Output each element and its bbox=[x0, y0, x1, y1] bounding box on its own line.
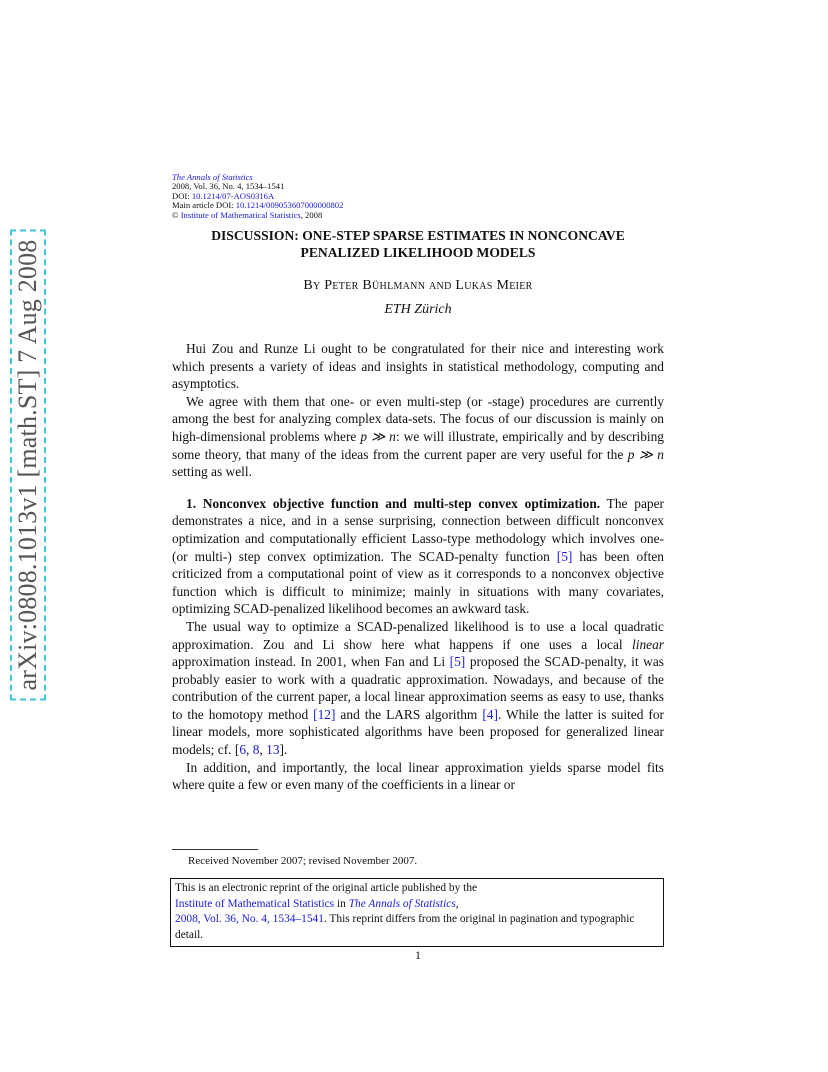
text-span: , bbox=[246, 742, 253, 758]
emphasis-linear: linear bbox=[632, 636, 664, 652]
paragraph-focus bbox=[172, 393, 664, 481]
copyright-line bbox=[172, 211, 343, 220]
citation-12[interactable]: [12] bbox=[313, 706, 336, 722]
text-span: , bbox=[259, 742, 267, 758]
volume-info: 2008, Vol. 36, No. 4, 1534–1541 bbox=[172, 181, 285, 192]
math-p-gg-n: p ≫ n bbox=[627, 446, 665, 462]
text-span: and the LARS algorithm bbox=[335, 706, 483, 722]
section-1-heading: 1. Nonconvex objective function and multi-step convex optimization. bbox=[186, 495, 601, 511]
footnote-rule bbox=[172, 849, 258, 850]
section-1 bbox=[172, 495, 664, 618]
reprint-text: This is an electronic reprint of the original article published by the bbox=[175, 882, 478, 894]
journal-header bbox=[172, 173, 343, 220]
text-span: ]. bbox=[279, 742, 288, 758]
math-p-gg-n: p ≫ n bbox=[360, 428, 396, 444]
paper-affiliation: ETH Zürich bbox=[384, 302, 452, 317]
main-doi-label: Main article DOI: bbox=[172, 200, 236, 211]
paper-title bbox=[172, 228, 664, 261]
citation-5[interactable]: [5] bbox=[556, 548, 573, 564]
title-line-2: PENALIZED LIKELIHOOD MODELS bbox=[300, 244, 536, 260]
citation-13[interactable]: 13 bbox=[266, 742, 280, 758]
paragraph-sparse: In addition, and importantly, the local linear approximation yields sparse model fits where quite a few or even many of the coefficients in a linear or bbox=[172, 759, 664, 793]
main-doi-link[interactable]: 10.1214/009053607000000802 bbox=[235, 200, 344, 211]
text-span: The usual way to optimize a SCAD-penalized likelihood is to use a local quadratic approximation. Zou and Li show here what happens if one uses a local bbox=[172, 618, 664, 652]
text-span: The paper demonstrates a nice, and in a sense surprising, connection between difficult nonconvex optimization and computationally efficient Lasso-type methodology which involves one- (or multi-) step convex optimization. The SCAD-penalty function bbox=[172, 495, 664, 564]
doi-link[interactable]: 10.1214/07-AOS0316A bbox=[191, 190, 275, 201]
copyright-year: , 2008 bbox=[300, 209, 323, 220]
paragraph-intro: Hui Zou and Runze Li ought to be congratulated for their nice and interesting work which presents a variety of ideas and insights in statistical methodology, computing and asymptotics. bbox=[172, 341, 664, 392]
text-span: We agree with them that one- or even multi-step (or -stage) procedures are currently among the best for analyzing complex data-sets. The focus of our discussion is mainly on high-dimensional problems where bbox=[172, 393, 664, 444]
text-span: in bbox=[334, 897, 349, 910]
page-number: 1 bbox=[415, 948, 421, 962]
reprint-notice bbox=[170, 878, 664, 947]
paper-body bbox=[172, 340, 664, 794]
volume-link[interactable]: 2008, Vol. 36, No. 4, 1534–1541 bbox=[175, 913, 324, 926]
text-span: approximation instead. In 2001, when Fan and Li bbox=[172, 654, 450, 670]
paper-authors: By Peter Bühlmann and Lukas Meier bbox=[303, 278, 533, 293]
text-span: proposed the SCAD-penalty, it was probably easier to work with a quadratic approximation. Nowadays, and because of the contribution of the current paper, a local linear approximation seems as easy to use, thanks to the homotopy method bbox=[172, 654, 664, 722]
citation-8[interactable]: 8 bbox=[252, 742, 260, 758]
citation-5[interactable]: [5] bbox=[449, 654, 466, 670]
citation-6[interactable]: 6 bbox=[239, 742, 247, 758]
ims-header-link[interactable]: Institute of Mathematical Statistics bbox=[180, 209, 301, 220]
doi-label: DOI: bbox=[172, 190, 192, 201]
title-line-1: DISCUSSION: ONE-STEP SPARSE ESTIMATES IN NONCONCAVE bbox=[211, 228, 625, 243]
text-span: has been often criticized from a computational point of view as it corresponds to a nonconvex objective function which is difficult to minimize; mainly in situations with many covariates, optimizing SCAD-penalized likelihood becomes an awkward task. bbox=[172, 548, 664, 617]
text-span: . While the latter is suited for linear models, more sophisticated algorithms have been proposed for generalized linear models; cf. [ bbox=[172, 706, 664, 758]
citation-4[interactable]: [4] bbox=[482, 706, 498, 722]
text-span: : we will illustrate, empirically and by describing some theory, that many of the ideas from the current paper are very useful for the bbox=[172, 428, 665, 462]
ims-link[interactable]: Institute of Mathematical Statistics bbox=[175, 897, 335, 910]
text-span: setting as well. bbox=[172, 464, 252, 480]
arxiv-identifier[interactable]: arXiv:0808.1013v1 [math.ST] 7 Aug 2008 bbox=[10, 229, 46, 700]
journal-name-link[interactable]: The Annals of Statistics bbox=[172, 172, 253, 182]
paragraph-approximation bbox=[172, 618, 664, 759]
arxiv-sidebar bbox=[0, 240, 56, 690]
text-span: , bbox=[455, 897, 459, 910]
text-span: . This reprint differs from the original in pagination and typographic detail. bbox=[175, 913, 635, 941]
journal-link[interactable]: The Annals of Statistics bbox=[348, 897, 456, 910]
received-note: Received November 2007; revised November 2007. bbox=[188, 855, 418, 867]
copyright-icon: © bbox=[172, 209, 179, 220]
